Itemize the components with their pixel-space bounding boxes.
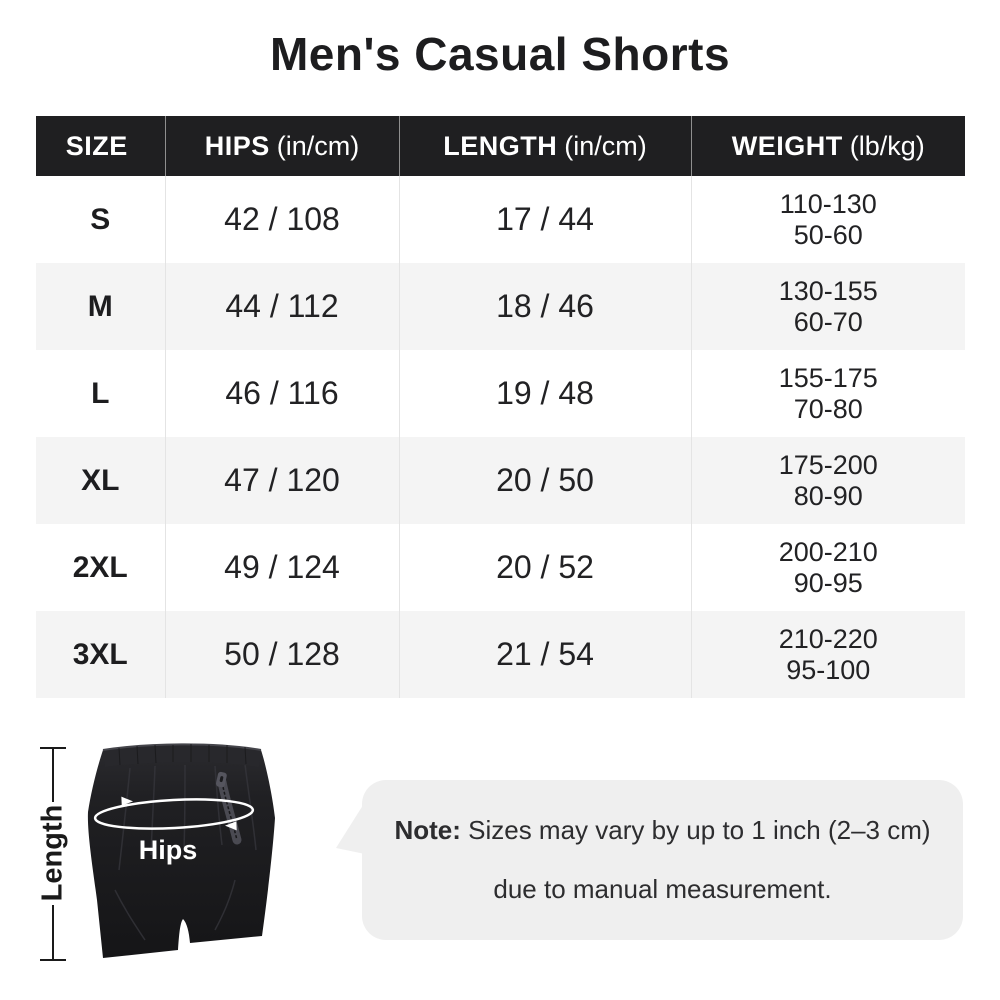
note-prefix: Note: <box>394 814 461 845</box>
size-cell: L <box>91 376 110 410</box>
column-header-size <box>36 116 165 176</box>
hips-cell: 46 / 116 <box>165 350 399 437</box>
hips-cell: 42 / 108 <box>165 176 399 263</box>
table-row <box>36 437 965 524</box>
length-cell: 17 / 44 <box>399 176 691 263</box>
weight-cell <box>691 350 965 437</box>
weight-lb: 200-210 <box>778 536 878 567</box>
size-cell: S <box>90 202 111 236</box>
weight-cell <box>691 176 965 263</box>
measure-line <box>52 905 54 960</box>
size-chart-table <box>36 116 965 698</box>
table-row <box>36 611 965 698</box>
column-label: SIZE <box>65 130 128 161</box>
weight-cell <box>691 524 965 611</box>
weight-kg: 90-95 <box>793 567 863 598</box>
size-cell: XL <box>36 437 165 524</box>
weight-cell <box>691 611 965 698</box>
weight-kg: 60-70 <box>793 306 863 337</box>
length-cell: 20 / 52 <box>399 524 691 611</box>
weight-lb: 110-130 <box>779 188 877 219</box>
column-header-hips <box>165 116 399 176</box>
table-header-row <box>36 116 965 176</box>
weight-kg: 80-90 <box>793 480 863 511</box>
page-title: Men's Casual Shorts <box>269 28 731 80</box>
column-unit: (in/cm) <box>276 130 360 161</box>
table-row <box>36 524 965 611</box>
length-cell: 18 / 46 <box>399 263 691 350</box>
measure-line <box>52 748 54 802</box>
weight-lb: 130-155 <box>778 275 878 306</box>
note-text: Sizes may vary by up to 1 inch (2–3 cm) <box>460 814 931 845</box>
note-line-1 <box>394 815 930 846</box>
hips-cell: 44 / 112 <box>165 263 399 350</box>
measure-cap-bottom <box>40 959 66 961</box>
hips-cell: 50 / 128 <box>165 611 399 698</box>
weight-lb: 155-175 <box>778 362 878 393</box>
weight-lb: 210-220 <box>778 623 878 654</box>
weight-cell <box>691 263 965 350</box>
length-cell: 19 / 48 <box>399 350 691 437</box>
column-label: WEIGHT <box>731 130 843 161</box>
hips-cell: 49 / 124 <box>165 524 399 611</box>
size-cell: 3XL <box>36 611 165 698</box>
note-bubble <box>362 780 963 940</box>
length-cell: 20 / 50 <box>399 437 691 524</box>
size-cell: 2XL <box>72 550 128 584</box>
table-row <box>36 350 965 437</box>
length-label: Length <box>36 804 69 902</box>
column-label: LENGTH <box>443 130 558 161</box>
column-unit: (in/cm) <box>564 130 647 161</box>
column-unit: (lb/kg) <box>849 130 925 161</box>
size-cell: M <box>36 263 165 350</box>
table-row <box>36 263 965 350</box>
column-header-weight <box>691 116 965 176</box>
weight-kg: 70-80 <box>793 393 863 424</box>
note-line-2: due to manual measurement. <box>493 874 832 905</box>
weight-kg: 95-100 <box>786 654 871 685</box>
weight-cell <box>691 437 965 524</box>
table-row <box>36 176 965 263</box>
column-label: HIPS <box>204 130 270 161</box>
column-header-length <box>399 116 691 176</box>
weight-kg: 50-60 <box>793 219 863 250</box>
length-cell: 21 / 54 <box>399 611 691 698</box>
hips-cell: 47 / 120 <box>165 437 399 524</box>
hips-label: Hips <box>138 835 198 865</box>
shorts-image <box>85 740 300 968</box>
weight-lb: 175-200 <box>778 449 878 480</box>
